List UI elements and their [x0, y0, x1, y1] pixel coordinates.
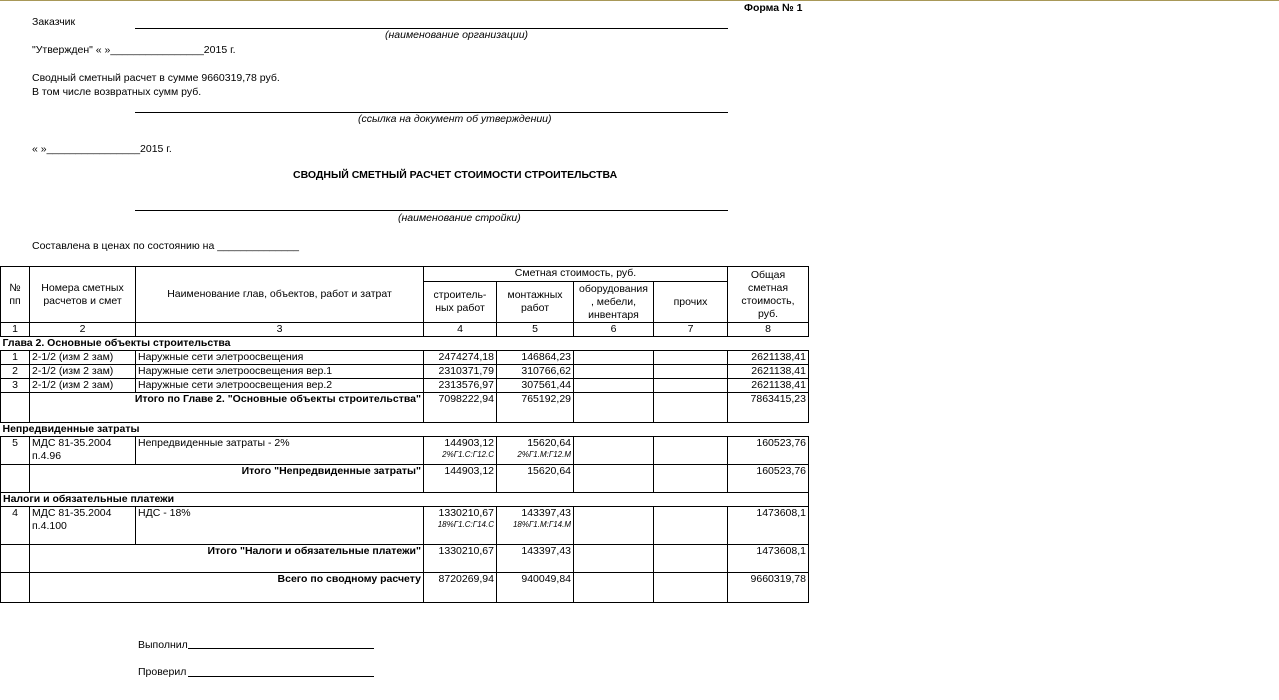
chapter2-total-row — [1, 393, 809, 423]
table-row — [1, 351, 809, 365]
row-code-line1: МДС 81-35.2004 — [32, 507, 112, 519]
col-number: 3 — [136, 323, 424, 337]
row-installation — [497, 437, 574, 465]
executed-label: Выполнил — [138, 639, 188, 651]
estimate-table — [0, 266, 809, 603]
taxes-title: Налоги и обязательные платежи — [1, 493, 809, 507]
row-construction-value: 1330210,67 — [438, 507, 494, 519]
total-total: 1473608,1 — [728, 545, 809, 573]
row-total: 2621138,41 — [728, 365, 809, 379]
row-code — [30, 437, 136, 465]
approval-doc-caption: (ссылка на документ об утверждении) — [358, 113, 552, 125]
total-installation: 143397,43 — [497, 545, 574, 573]
col-header-cost-group: Сметная стоимость, руб. — [424, 267, 728, 282]
row-construction-formula: 2%Г1.С:Г12.С — [442, 450, 494, 459]
taxes-total-row — [1, 545, 809, 573]
checked-label: Проверил — [138, 666, 187, 678]
total-total: 7863415,23 — [728, 393, 809, 423]
row-construction — [424, 507, 497, 545]
col-number: 5 — [497, 323, 574, 337]
site-underline — [135, 210, 728, 211]
col-header-num: № пп — [1, 267, 30, 323]
row-construction: 2474274,18 — [424, 351, 497, 365]
total-installation: 15620,64 — [497, 465, 574, 493]
row-construction — [424, 437, 497, 465]
row-name: Наружные сети элетроосвещения — [136, 351, 424, 365]
unforeseen-title: Непредвиденные затраты — [1, 423, 809, 437]
row-equipment — [574, 365, 654, 379]
row-installation-value: 143397,43 — [521, 507, 571, 519]
row-equipment — [574, 379, 654, 393]
col-number: 1 — [1, 323, 30, 337]
row-name: Наружные сети элетроосвещения вер.2 — [136, 379, 424, 393]
grand-total-total: 9660319,78 — [728, 573, 809, 603]
row-num: 2 — [1, 365, 30, 379]
col-header-codes: Номера сметных расчетов и смет — [30, 267, 136, 323]
row-construction: 2310371,79 — [424, 365, 497, 379]
col-header-names: Наименование глав, объектов, работ и затрат — [136, 267, 424, 323]
col-header-construction: строитель- ных работ — [424, 282, 497, 323]
grand-total-row — [1, 573, 809, 603]
returnable-text: В том числе возвратных сумм руб. — [32, 86, 202, 98]
table-row — [1, 379, 809, 393]
form-label: Форма № 1 — [744, 2, 803, 14]
row-code-line2: п.4.96 — [32, 450, 62, 462]
grand-total-construction: 8720269,94 — [424, 573, 497, 603]
row-other — [654, 379, 728, 393]
row-name: Непредвиденные затраты - 2% — [136, 437, 424, 465]
col-header-equipment: оборудования , мебели, инвентаря — [574, 282, 654, 323]
total-construction: 1330210,67 — [424, 545, 497, 573]
row-equipment — [574, 351, 654, 365]
col-number: 2 — [30, 323, 136, 337]
table-row — [1, 507, 809, 545]
row-installation — [497, 507, 574, 545]
col-number: 6 — [574, 323, 654, 337]
chapter2-title: Глава 2. Основные объекты строительства — [1, 337, 809, 351]
sum-text: Сводный сметный расчет в сумме 9660319,78 руб. — [32, 72, 280, 84]
row-code: 2-1/2 (изм 2 зам) — [30, 379, 136, 393]
total-installation: 765192,29 — [497, 393, 574, 423]
row-other — [654, 437, 728, 465]
col-number: 8 — [728, 323, 809, 337]
col-header-installation: монтажных работ — [497, 282, 574, 323]
col-header-other: прочих — [654, 282, 728, 323]
row-other — [654, 507, 728, 545]
total-construction: 7098222,94 — [424, 393, 497, 423]
col-header-total: Общая сметная стоимость, руб. — [728, 267, 809, 323]
row-installation-value: 15620,64 — [527, 437, 571, 449]
row-num: 1 — [1, 351, 30, 365]
row-code: 2-1/2 (изм 2 зам) — [30, 351, 136, 365]
row-installation: 310766,62 — [497, 365, 574, 379]
row-construction-formula: 18%Г1.С:Г14.С — [437, 520, 494, 529]
col-number: 7 — [654, 323, 728, 337]
site-caption: (наименование стройки) — [398, 212, 521, 224]
row-other — [654, 351, 728, 365]
row-installation: 307561,44 — [497, 379, 574, 393]
org-caption: (наименование организации) — [385, 29, 529, 41]
row-num: 3 — [1, 379, 30, 393]
prices-date-line: Составлена в ценах по состоянию на ______________ — [32, 240, 299, 252]
grand-total-installation: 940049,84 — [497, 573, 574, 603]
table-row — [1, 437, 809, 465]
unforeseen-total-label: Итого "Непредвиденные затраты" — [30, 465, 424, 493]
row-name: Наружные сети элетроосвещения вер.1 — [136, 365, 424, 379]
total-total: 160523,76 — [728, 465, 809, 493]
row-construction-value: 144903,12 — [444, 437, 494, 449]
approved-line: "Утвержден" « »________________2015 г. — [32, 44, 236, 56]
row-construction: 2313576,97 — [424, 379, 497, 393]
row-code — [30, 507, 136, 545]
row-total: 2621138,41 — [728, 379, 809, 393]
row-installation-formula: 2%Г1.М:Г12.М — [517, 450, 571, 459]
row-other — [654, 365, 728, 379]
row-total: 2621138,41 — [728, 351, 809, 365]
top-border — [0, 0, 1279, 1]
row-num: 4 — [1, 507, 30, 545]
row-name: НДС - 18% — [136, 507, 424, 545]
row-equipment — [574, 507, 654, 545]
row-installation: 146864,23 — [497, 351, 574, 365]
row-total: 160523,76 — [728, 437, 809, 465]
row-code: 2-1/2 (изм 2 зам) — [30, 365, 136, 379]
date-line: « »________________2015 г. — [32, 143, 172, 155]
taxes-total-label: Итого "Налоги и обязательные платежи" — [30, 545, 424, 573]
executed-signature-line — [188, 648, 374, 649]
row-code-line2: п.4.100 — [32, 520, 67, 532]
row-equipment — [574, 437, 654, 465]
checked-signature-line — [188, 676, 374, 677]
row-total: 1473608,1 — [728, 507, 809, 545]
row-installation-formula: 18%Г1.М:Г14.М — [512, 520, 571, 529]
col-number: 4 — [424, 323, 497, 337]
page-title: СВОДНЫЙ СМЕТНЫЙ РАСЧЕТ СТОИМОСТИ СТРОИТЕЛЬСТВА — [293, 169, 618, 181]
row-code-line1: МДС 81-35.2004 — [32, 437, 112, 449]
unforeseen-total-row — [1, 465, 809, 493]
grand-total-label: Всего по сводному расчету — [30, 573, 424, 603]
chapter2-total-label: Итого по Главе 2. "Основные объекты строительства" — [30, 393, 424, 423]
total-construction: 144903,12 — [424, 465, 497, 493]
row-num: 5 — [1, 437, 30, 465]
table-row — [1, 365, 809, 379]
customer-label: Заказчик — [32, 16, 76, 28]
